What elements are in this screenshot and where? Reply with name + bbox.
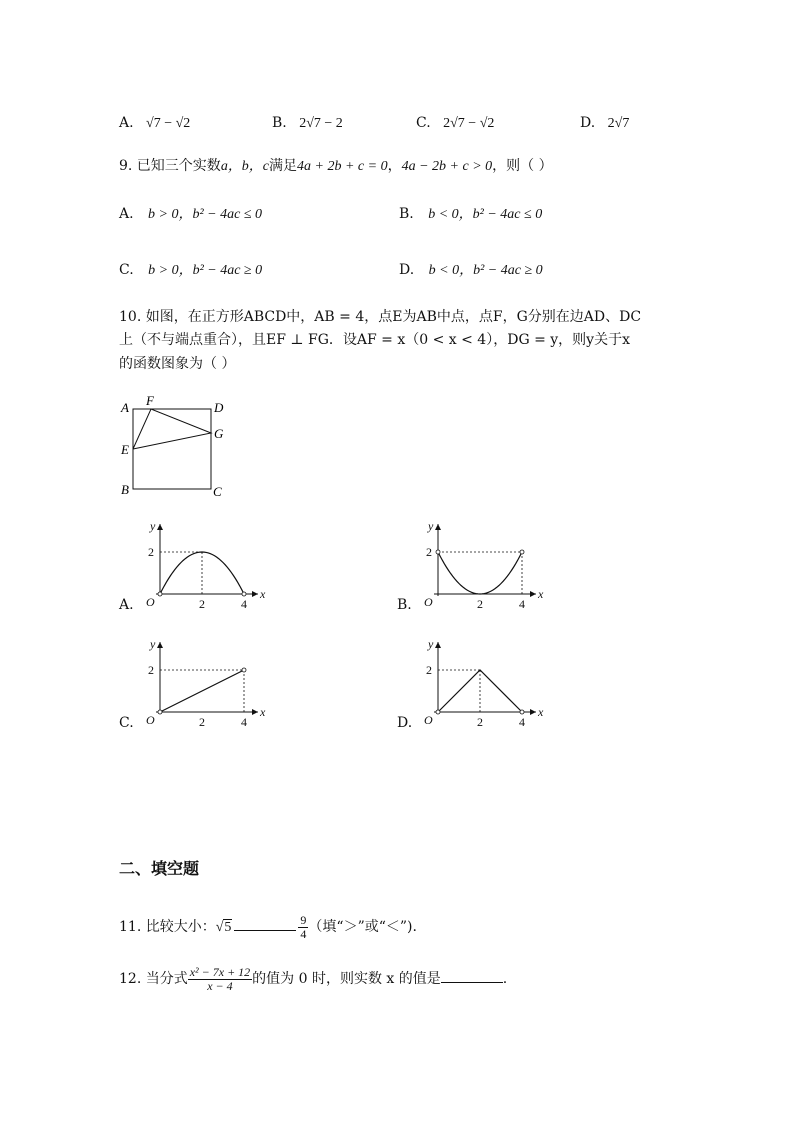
q11-suffix: （填“＞”或“＜”).: [308, 919, 417, 936]
q10-option-a-label: A.: [119, 597, 134, 613]
x-tick-label-4: 4: [241, 715, 247, 728]
open-endpoint: [158, 710, 162, 714]
y-axis-label: y: [428, 519, 434, 533]
y-axis-label: y: [150, 519, 156, 533]
option-expression: b < 0，b² − 4ac ≤ 0: [428, 207, 543, 222]
q11-sqrt: √5: [215, 920, 232, 936]
x-tick-label-4: 4: [519, 597, 525, 610]
label-d: D: [214, 400, 224, 415]
option-expression: 2√7 − 2: [299, 116, 343, 131]
option-expression: b > 0，b² − 4ac ≥ 0: [148, 263, 263, 278]
q9-condition-2: 4a − 2b + c > 0: [401, 159, 493, 174]
q9-option-d: [399, 263, 543, 278]
option-expression: 2√7 − √2: [443, 116, 495, 131]
open-endpoint: [436, 550, 440, 554]
option-label: B.: [272, 115, 287, 131]
option-label: D.: [399, 262, 415, 278]
label-e: E: [121, 442, 129, 457]
q10-stem-line-2: 上（不与端点重合），且EF ⊥ FG．设AF = x（0 < x < 4），DG = y，则y关于x: [119, 332, 630, 348]
x-tick-label-2: 2: [199, 715, 205, 728]
label-a: A: [121, 400, 129, 415]
label-f: F: [146, 393, 154, 408]
square-abcd: [133, 409, 211, 489]
q10-option-d-label: D.: [397, 715, 413, 731]
q12-end: .: [502, 971, 508, 988]
x-axis-label: x: [260, 587, 266, 601]
y-axis-arrow: [435, 642, 441, 648]
graph-option-d: [418, 636, 548, 728]
y-axis-label: y: [428, 637, 434, 651]
q9-stem-prefix: 9. 已知三个实数: [119, 158, 221, 174]
y-axis-label: y: [150, 637, 156, 651]
x-tick-label-4: 4: [241, 597, 247, 610]
q8-option-b: [272, 116, 343, 131]
q11-frac-den: 4: [300, 926, 307, 941]
x-tick-label-4: 4: [519, 715, 525, 728]
option-expression: b > 0，b² − 4ac ≤ 0: [148, 207, 263, 222]
q11-fraction: [298, 914, 308, 940]
x-tick-label-2: 2: [199, 597, 205, 610]
q8-option-d: [580, 116, 629, 131]
label-c: C: [213, 484, 222, 499]
label-b: B: [121, 482, 129, 497]
option-expression: b < 0，b² − 4ac ≥ 0: [428, 263, 543, 278]
section-title: 二、填空题: [119, 859, 200, 878]
q12-suffix: 的值为 0 时，则实数 x 的值是: [252, 971, 441, 988]
q9-condition-1: 4a + 2b + c = 0: [297, 159, 388, 174]
open-endpoint: [436, 710, 440, 714]
q12: [119, 966, 507, 992]
x-axis-label: x: [260, 705, 266, 719]
q9-vars: a，b，c: [220, 159, 270, 174]
option-label: A.: [119, 115, 134, 131]
open-endpoint: [242, 592, 246, 596]
x-axis-label: x: [538, 587, 544, 601]
origin-label: O: [146, 713, 155, 727]
q9-mid: 满足: [269, 158, 298, 174]
label-g: G: [214, 426, 224, 441]
q12-frac-den: x − 4: [207, 978, 233, 993]
x-axis-label: x: [538, 705, 544, 719]
y-tick-label-2: 2: [426, 545, 432, 559]
open-endpoint: [520, 550, 524, 554]
q12-answer-blank[interactable]: [441, 982, 503, 983]
origin-label: O: [424, 595, 433, 609]
y-axis-arrow: [157, 642, 163, 648]
q8-option-a: [119, 116, 190, 131]
q10-stem-line-1: 10. 如图，在正方形ABCD中，AB = 4，点E为AB中点，点F，G分别在边AD、DC: [119, 309, 642, 325]
q9-option-a: [119, 207, 262, 222]
q10-option-b-label: B.: [397, 597, 412, 613]
y-axis-arrow: [435, 524, 441, 530]
q12-frac-num: x² − 7x + 12: [189, 965, 251, 979]
option-label: A.: [119, 206, 134, 222]
origin-label: O: [424, 713, 433, 727]
option-expression: √7 − √2: [146, 116, 191, 131]
graph-option-b: [418, 518, 548, 610]
x-axis-arrow: [530, 709, 536, 715]
series-line: [438, 552, 522, 594]
option-label: B.: [399, 206, 414, 222]
option-expression: 2√7: [607, 116, 630, 131]
x-axis-arrow: [252, 591, 258, 597]
y-axis-arrow: [157, 524, 163, 530]
series-line: [160, 670, 244, 712]
open-endpoint: [158, 592, 162, 596]
square-figure: [115, 392, 235, 502]
q11-answer-blank[interactable]: [234, 930, 296, 931]
x-axis-arrow: [252, 709, 258, 715]
origin-label: O: [146, 595, 155, 609]
option-label: C.: [119, 262, 134, 278]
q12-fraction: [188, 966, 252, 992]
q9-option-b: [399, 207, 542, 222]
q10-stem-line-3: 的函数图象为（ ）: [119, 356, 236, 372]
triangle-efg: [133, 409, 211, 449]
y-tick-label-2: 2: [148, 663, 154, 677]
open-endpoint: [520, 710, 524, 714]
q8-option-c: [416, 116, 494, 131]
q9-sep: ，: [387, 158, 402, 174]
q9-option-c: [119, 263, 262, 278]
graph-option-c: [140, 636, 270, 728]
q11-prefix: 11. 比较大小：: [119, 919, 216, 936]
q9-suffix: ，则（ ）: [492, 158, 553, 174]
x-tick-label-2: 2: [477, 597, 483, 610]
q12-prefix: 12. 当分式: [119, 971, 188, 988]
y-tick-label-2: 2: [426, 663, 432, 677]
q11: [119, 914, 417, 940]
y-tick-label-2: 2: [148, 545, 154, 559]
q11-frac-num: 9: [300, 913, 307, 927]
x-axis-arrow: [530, 591, 536, 597]
q11-radicand: 5: [224, 920, 232, 936]
open-endpoint: [242, 668, 246, 672]
option-label: C.: [416, 115, 431, 131]
q10-option-c-label: C.: [119, 715, 134, 731]
q9-stem: [119, 159, 553, 174]
graph-option-a: [140, 518, 270, 610]
x-tick-label-2: 2: [477, 715, 483, 728]
option-label: D.: [580, 115, 596, 131]
